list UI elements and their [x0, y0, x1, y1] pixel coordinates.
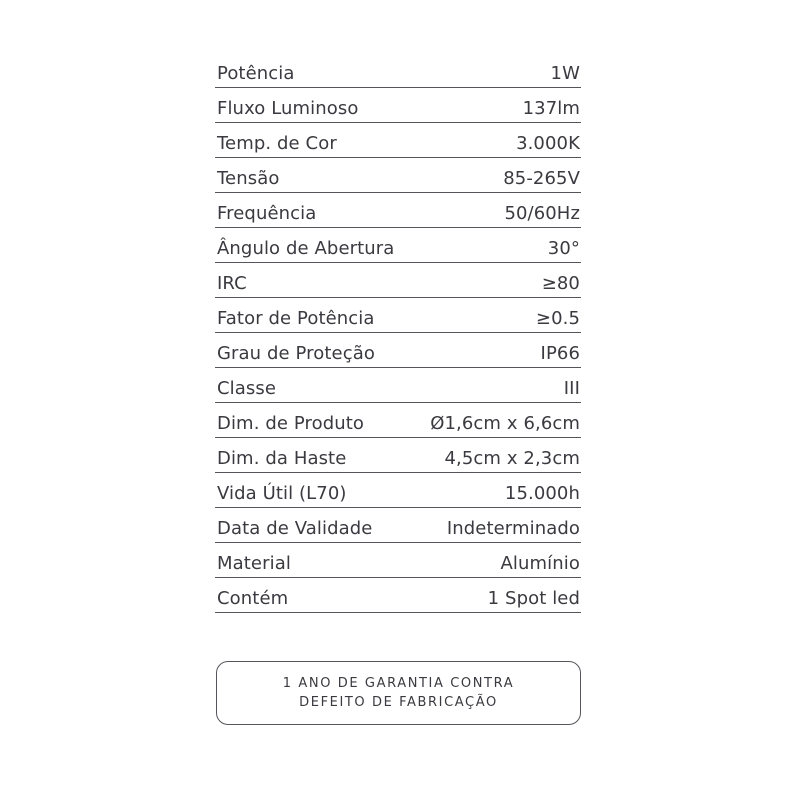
- spec-row-vida-util: [215, 474, 581, 508]
- spec-table: [215, 54, 581, 614]
- spec-value: ≥80: [541, 273, 580, 294]
- spec-label: Material: [217, 553, 291, 574]
- spec-value: 1 Spot led: [487, 588, 580, 609]
- spec-label: IRC: [217, 273, 247, 294]
- spec-label: Grau de Proteção: [217, 343, 375, 364]
- warranty-line-1: 1 ANO DE GARANTIA CONTRA: [282, 676, 515, 691]
- spec-label: Temp. de Cor: [217, 133, 337, 154]
- spec-label: Tensão: [217, 168, 280, 189]
- spec-row-irc: [215, 264, 581, 298]
- spec-row-material: [215, 544, 581, 578]
- spec-label: Dim. de Produto: [217, 413, 365, 434]
- spec-value: 30°: [547, 238, 580, 259]
- spec-value: 3.000K: [516, 133, 580, 154]
- spec-value: III: [563, 378, 580, 399]
- warranty-box: [216, 661, 581, 725]
- spec-value: Alumínio: [500, 553, 580, 574]
- spec-label: Classe: [217, 378, 277, 399]
- spec-row-frequencia: [215, 194, 581, 228]
- spec-label: Ângulo de Abertura: [217, 238, 395, 259]
- spec-value: Ø1,6cm x 6,6cm: [430, 413, 580, 434]
- spec-value: Indeterminado: [446, 518, 580, 539]
- spec-value: 4,5cm x 2,3cm: [444, 448, 580, 469]
- spec-label: Data de Validade: [217, 518, 373, 539]
- spec-value: 85-265V: [503, 168, 580, 189]
- spec-label: Fluxo Luminoso: [217, 98, 359, 119]
- spec-value: 1W: [550, 63, 580, 84]
- spec-label: Frequência: [217, 203, 317, 224]
- spec-row-classe: [215, 369, 581, 403]
- spec-label: Potência: [217, 63, 295, 84]
- spec-label: Contém: [217, 588, 289, 609]
- spec-value: IP66: [540, 343, 580, 364]
- spec-row-grau-de-protecao: [215, 334, 581, 368]
- spec-row-data-de-validade: [215, 509, 581, 543]
- spec-label: Fator de Potência: [217, 308, 375, 329]
- warranty-line-2: DEFEITO DE FABRICAÇÃO: [299, 695, 498, 710]
- spec-label: Dim. da Haste: [217, 448, 347, 469]
- spec-row-fluxo-luminoso: [215, 89, 581, 123]
- spec-row-dim-da-haste: [215, 439, 581, 473]
- spec-row-temp-de-cor: [215, 124, 581, 158]
- spec-row-dim-de-produto: [215, 404, 581, 438]
- spec-row-contem: [215, 579, 581, 613]
- spec-row-angulo-de-abertura: [215, 229, 581, 263]
- spec-row-tensao: [215, 159, 581, 193]
- spec-value: 137lm: [522, 98, 580, 119]
- spec-value: ≥0.5: [535, 308, 580, 329]
- spec-row-fator-de-potencia: [215, 299, 581, 333]
- spec-value: 50/60Hz: [504, 203, 580, 224]
- spec-value: 15.000h: [504, 483, 580, 504]
- spec-row-potencia: [215, 54, 581, 88]
- spec-label: Vida Útil (L70): [217, 483, 347, 504]
